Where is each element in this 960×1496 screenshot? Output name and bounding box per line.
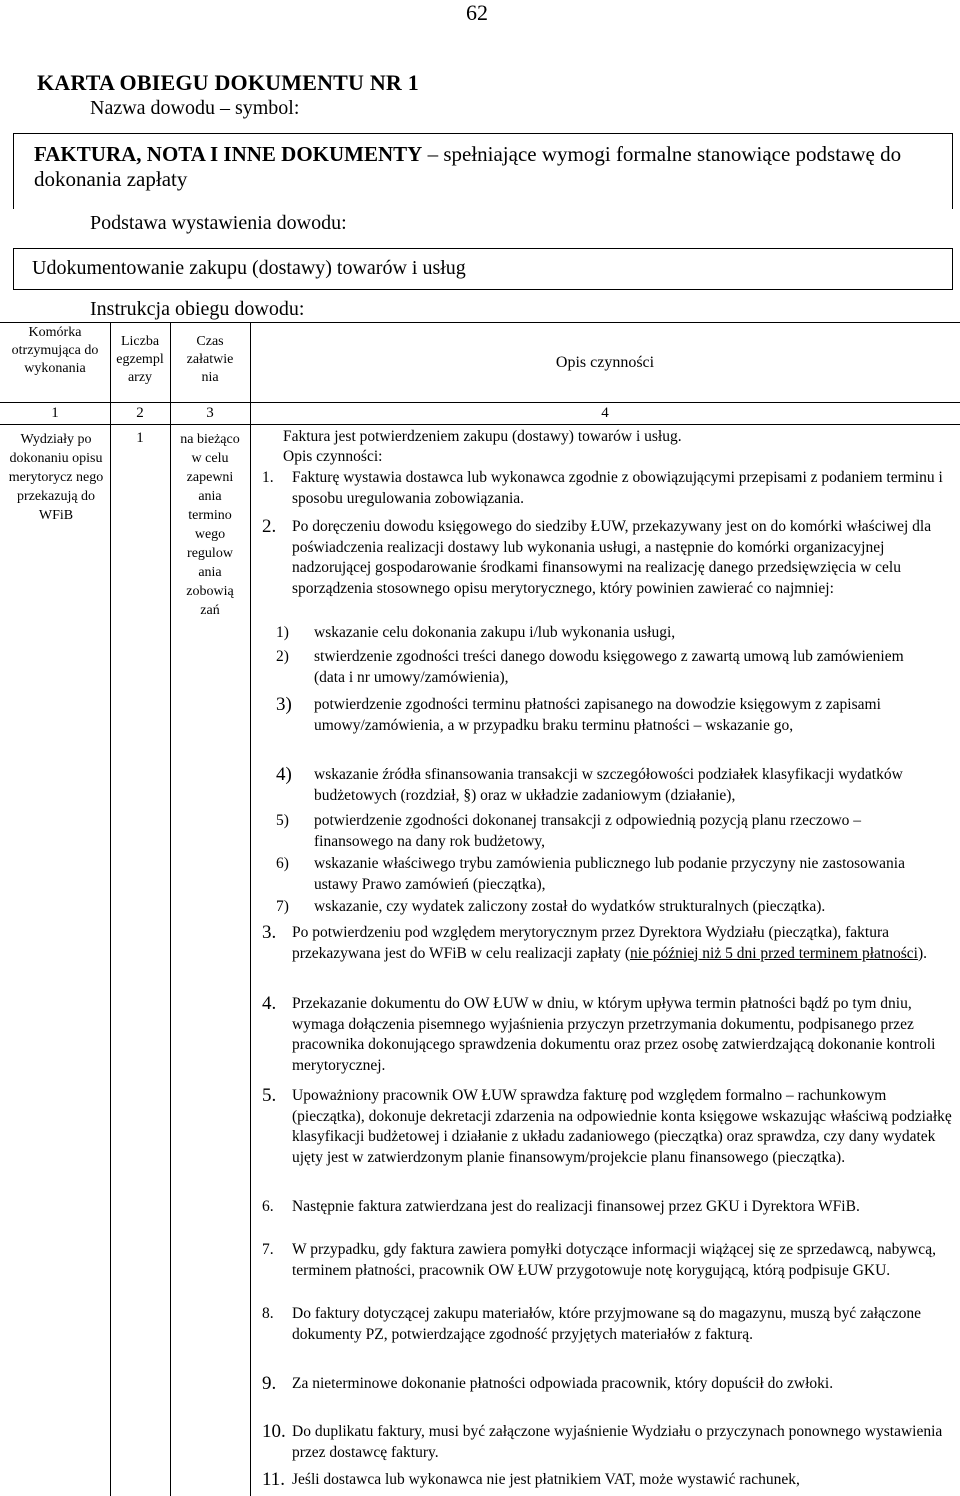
item-text: Jeśli dostawca lub wykonawca nie jest płatnikiem VAT, może wystawić rachunek, — [292, 1471, 800, 1488]
item-number: 8. — [262, 1305, 274, 1322]
list-item — [262, 468, 952, 509]
sub-list-item — [276, 854, 936, 895]
cell-komorka: Wydziały po dokonaniu opisu merytorycz nego przekazują do WFiB — [8, 432, 104, 523]
header-liczba: Liczba egzempl arzy — [116, 334, 164, 385]
cell-czas: na bieżąco w celu zapewni ania termino wego regulow ania zobowią zań — [180, 432, 240, 618]
sub-text: wskazanie właściwego trybu zamówienia publicznego lub podanie przyczyny nie zastosowania ustawy Prawo zamówień (pieczątka), — [314, 855, 905, 893]
sub-list-item — [276, 623, 936, 644]
document-subtitle: Nazwa dowodu – symbol: — [90, 97, 300, 119]
list-item — [262, 923, 952, 964]
item-number: 10. — [262, 1421, 286, 1442]
list-item — [262, 1374, 952, 1395]
item-text: Za nieterminowe dokonanie płatności odpowiada pracownik, który dopuścił do zwłoki. — [292, 1375, 834, 1392]
table-col-divider — [170, 322, 171, 1496]
list-item — [262, 1240, 952, 1281]
col-number: 3 — [206, 405, 214, 421]
table-header-line — [0, 402, 960, 403]
sub-text: potwierdzenie zgodności dokonanej transakcji z odpowiednią pozycją planu rzeczowo – finansowego na dany rok budżetowy, — [314, 812, 862, 850]
list-item — [262, 517, 952, 599]
instrukcja-label: Instrukcja obiegu dowodu: — [90, 298, 305, 320]
header-czas: Czas załatwie nia — [186, 334, 234, 385]
intro-label: Opis czynności: — [283, 448, 383, 465]
item-number: 5. — [262, 1085, 277, 1106]
item-text: Fakturę wystawia dostawca lub wykonawca zgodnie z obowiązującymi przepisami z podaniem terminu i sposobu uregulowania zobowiązania. — [292, 469, 943, 507]
cell-liczba: 1 — [136, 430, 144, 446]
sub-number: 6) — [276, 855, 289, 872]
sub-text: potwierdzenie zgodności terminu płatności zapisanego na dowodzie księgowym z zapisami umowy/zamówienia, a w przypadku braku terminu płatności – wskazanie go, — [314, 696, 881, 734]
item-number: 2. — [262, 516, 277, 537]
col-number: 4 — [601, 405, 609, 421]
item-text — [292, 923, 952, 964]
list-item — [262, 1422, 952, 1463]
sub-list-item — [276, 811, 936, 852]
sub-number: 3) — [276, 694, 292, 715]
podstawa-value: Udokumentowanie zakupu (dostawy) towarów i usług — [32, 257, 466, 279]
sub-number: 2) — [276, 648, 289, 665]
item-number: 7. — [262, 1241, 274, 1258]
list-item — [262, 1086, 952, 1168]
item-text: Do duplikatu faktury, musi być załączone wyjaśnienie Wydziału o przyczynach ponownego wystawienia przez dostawcę faktury. — [292, 1423, 943, 1461]
list-item — [262, 1304, 952, 1345]
item-text: Następnie faktura zatwierdzana jest do realizacji finansowej przez GKU i Dyrektora WFiB. — [292, 1198, 860, 1215]
item-number: 6. — [262, 1198, 274, 1215]
sub-list-item — [276, 897, 936, 918]
sub-number: 5) — [276, 812, 289, 829]
intro-line: Faktura jest potwierdzeniem zakupu (dostawy) towarów i usług. — [283, 428, 682, 445]
table-numbers-line — [0, 424, 960, 425]
document-title: KARTA OBIEGU DOKUMENTU NR 1 — [37, 70, 419, 95]
item-text-underlined: nie później niż 5 dni przed terminem płatności — [629, 944, 918, 962]
item-number: 4. — [262, 993, 277, 1014]
list-item — [262, 994, 952, 1076]
col-number: 1 — [51, 405, 59, 421]
item-number: 9. — [262, 1373, 277, 1394]
doc-name-bold: FAKTURA, NOTA I INNE DOKUMENTY — [34, 142, 423, 166]
sub-list-item — [276, 765, 936, 806]
doc-name — [34, 142, 954, 192]
item-number: 3. — [262, 922, 277, 943]
sub-text: wskazanie celu dokonania zakupu i/lub wykonania usługi, — [314, 624, 676, 641]
item-number: 11. — [262, 1469, 286, 1490]
doc-name-rest: – spełniające wymogi formalne stanowiące podstawę do dokonania zapłaty — [34, 142, 902, 191]
header-komorka: Komórka otrzymująca do wykonania — [11, 325, 99, 376]
item-text: Przekazanie dokumentu do OW ŁUW w dniu, w którym upływa termin płatności bądź po tym dniu, wymaga dołączenia pisemnego wyjaśnienia przyczyn przetrzymania dokumentu, podpisanego przez pracownika dokonującego sprawdzenia dokumentu oraz przez osobę zatwierdzającą dokonanie kontroli merytorycznej. — [292, 995, 936, 1074]
sub-list-item — [276, 695, 936, 736]
sub-number: 7) — [276, 898, 289, 915]
sub-text: wskazanie, czy wydatek zaliczony został do wydatków strukturalnych (pieczątka). — [314, 898, 826, 915]
item-text: Po doręczeniu dowodu księgowego do siedziby ŁUW, przekazywany jest on do komórki właściwej dla poświadczenia realizacji dostawy lub wykonania usługi, a następnie do komórki organizacyjnej nadzorującej gospodarowanie środkami finansowymi na realizację danego przedsięwzięcia w celu sporządzenia stosownego opisu merytorycznego, który powinien zawierać co najmniej: — [292, 518, 932, 597]
sub-number: 1) — [276, 624, 289, 641]
item-number: 1. — [262, 469, 274, 486]
sub-list-item — [276, 647, 936, 688]
sub-number: 4) — [276, 764, 292, 785]
item-text: Upoważniony pracownik OW ŁUW sprawdza fakturę pod względem formalno – rachunkowym (pieczątka), dokonuje dekretacji zdarzenia na odpowiednie konta księgowe wskazując właściwą podziałkę klasyfikacji budżetowej i działanie z układu zadaniowego (pieczątka) oraz sprawdza, czy dany wydatek ujęty jest w zatwierdzonym planie finansowym/projekcie planu finansowego (pieczątka). — [292, 1087, 952, 1166]
item-text-part: ). — [917, 944, 927, 962]
page-number: 62 — [466, 0, 488, 25]
podstawa-label: Podstawa wystawienia dowodu: — [90, 212, 347, 234]
list-item — [262, 1197, 952, 1218]
item-text: Do faktury dotyczącej zakupu materiałów, które przyjmowane są do magazynu, muszą być załączone dokumenty PZ, potwierdzające zgodność przyjętych materiałów z fakturą. — [292, 1305, 922, 1343]
col-number: 2 — [136, 405, 144, 421]
list-item — [262, 1470, 952, 1491]
table-top-line — [0, 322, 960, 323]
sub-text: wskazanie źródła sfinansowania transakcji w szczegółowości podziałek klasyfikacji wydatków budżetowych (rozdział, §) oraz w układzie zadaniowym (działanie), — [314, 766, 903, 804]
item-text: W przypadku, gdy faktura zawiera pomyłki dotyczące informacji wiążącej się ze sprzedawcą, nabywcą, terminem płatności, pracownik OW ŁUW przygotowuje notę korygującą, którą podpisuje GKU. — [292, 1241, 936, 1279]
header-opis: Opis czynności — [555, 354, 655, 371]
item-text-part: Po potwierdzeniu pod względem merytorycznym przez Dyrektora Wydziału (pieczątka), faktura przekazywana jest do WFiB w celu realizacji zapłaty ( — [292, 924, 890, 962]
table-col-divider — [250, 322, 251, 1496]
table-col-divider — [110, 322, 111, 1496]
sub-text: stwierdzenie zgodności treści danego dowodu księgowego z zawartą umową lub zamówieniem (data i nr umowy/zamówienia), — [314, 648, 904, 686]
